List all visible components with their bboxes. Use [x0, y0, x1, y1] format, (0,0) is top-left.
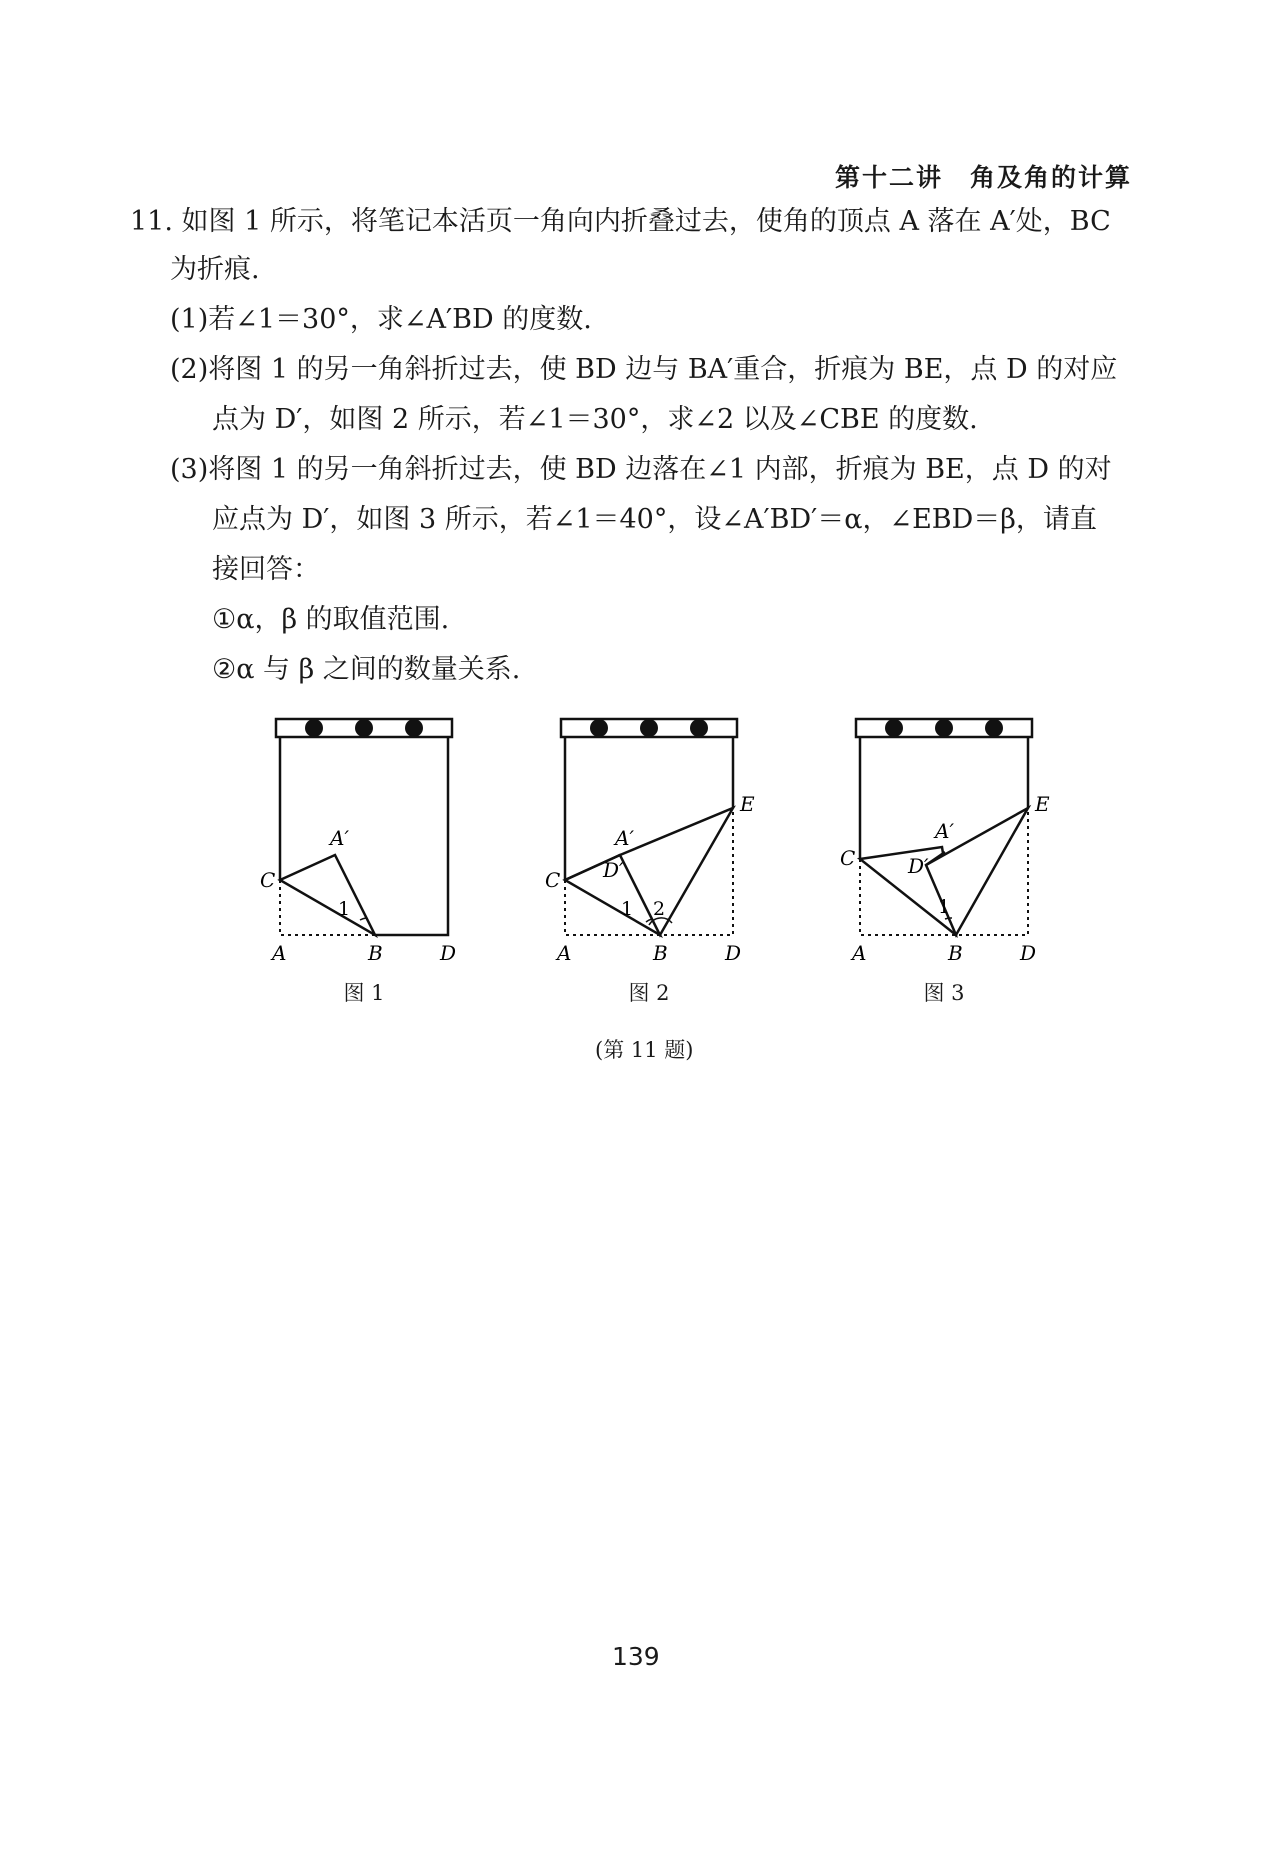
fig3-point-B: B	[948, 941, 963, 965]
figure-3-drawing	[830, 715, 1070, 975]
fig2-angle-2: 2	[653, 898, 666, 920]
fig1-point-C: C	[260, 868, 276, 892]
figure-caption: (第 11 题)	[595, 1038, 694, 1062]
fig2-point-D: D	[725, 941, 742, 965]
fig2-point-A: A	[557, 941, 572, 965]
fig3-point-D: D	[1020, 941, 1037, 965]
fig1-point-A-prime: A′	[330, 826, 349, 850]
section-title: 第十二讲 角及角的计算	[834, 163, 1132, 192]
figure-1	[250, 715, 490, 1005]
fig1-point-A: A	[272, 941, 287, 965]
fig2-point-D-prime: D′	[603, 858, 624, 882]
fig1-point-B: B	[368, 941, 383, 965]
question-1: (1)若∠1＝30°，求∠A′BD 的度数.	[170, 304, 592, 335]
figure-2-drawing	[535, 715, 775, 975]
question-3-line-1: (3)将图 1 的另一角斜折过去，使 BD 边落在∠1 内部，折痕为 BE，点 D 的对	[170, 454, 1112, 485]
problem-line-2: 为折痕.	[170, 254, 260, 285]
fig3-point-A: A	[852, 941, 867, 965]
fig2-angle-1: 1	[621, 898, 634, 920]
fig2-point-B: B	[653, 941, 668, 965]
question-3-line-3: 接回答：	[212, 554, 320, 585]
fig3-angle-1: 1	[938, 896, 951, 918]
fig3-point-E: E	[1035, 792, 1050, 816]
figures-group	[250, 715, 1070, 1015]
fig3-point-A-prime: A′	[935, 819, 954, 843]
question-3-line-2: 应点为 D′，如图 3 所示，若∠1＝40°，设∠A′BD′＝α，∠EBD＝β，请直	[212, 504, 1097, 535]
fig2-point-C: C	[545, 868, 561, 892]
figure-1-drawing	[250, 715, 490, 975]
figure-1-label: 图 1	[343, 981, 385, 1005]
fig2-point-E: E	[740, 792, 755, 816]
fig1-point-D: D	[440, 941, 457, 965]
figure-3-label: 图 3	[923, 981, 965, 1005]
page-number: 139	[612, 1642, 660, 1671]
fig3-point-C: C	[840, 846, 856, 870]
question-2-line-1: (2)将图 1 的另一角斜折过去，使 BD 边与 BA′重合，折痕为 BE，点 D 的对应	[170, 354, 1118, 385]
figure-2	[535, 715, 775, 1005]
fig3-point-D-prime: D′	[908, 854, 929, 878]
fig2-point-A-prime: A′	[615, 826, 634, 850]
sub-question-2: ②α 与 β 之间的数量关系.	[212, 654, 521, 685]
figure-2-label: 图 2	[628, 981, 670, 1005]
fig1-angle-1: 1	[338, 898, 351, 920]
problem-line-1: 11. 如图 1 所示，将笔记本活页一角向内折叠过去，使角的顶点 A 落在 A′处，BC	[130, 206, 1111, 237]
figure-3	[830, 715, 1070, 1005]
sub-question-1: ①α，β 的取值范围.	[212, 604, 450, 635]
question-2-line-2: 点为 D′，如图 2 所示，若∠1＝30°，求∠2 以及∠CBE 的度数.	[212, 404, 978, 435]
